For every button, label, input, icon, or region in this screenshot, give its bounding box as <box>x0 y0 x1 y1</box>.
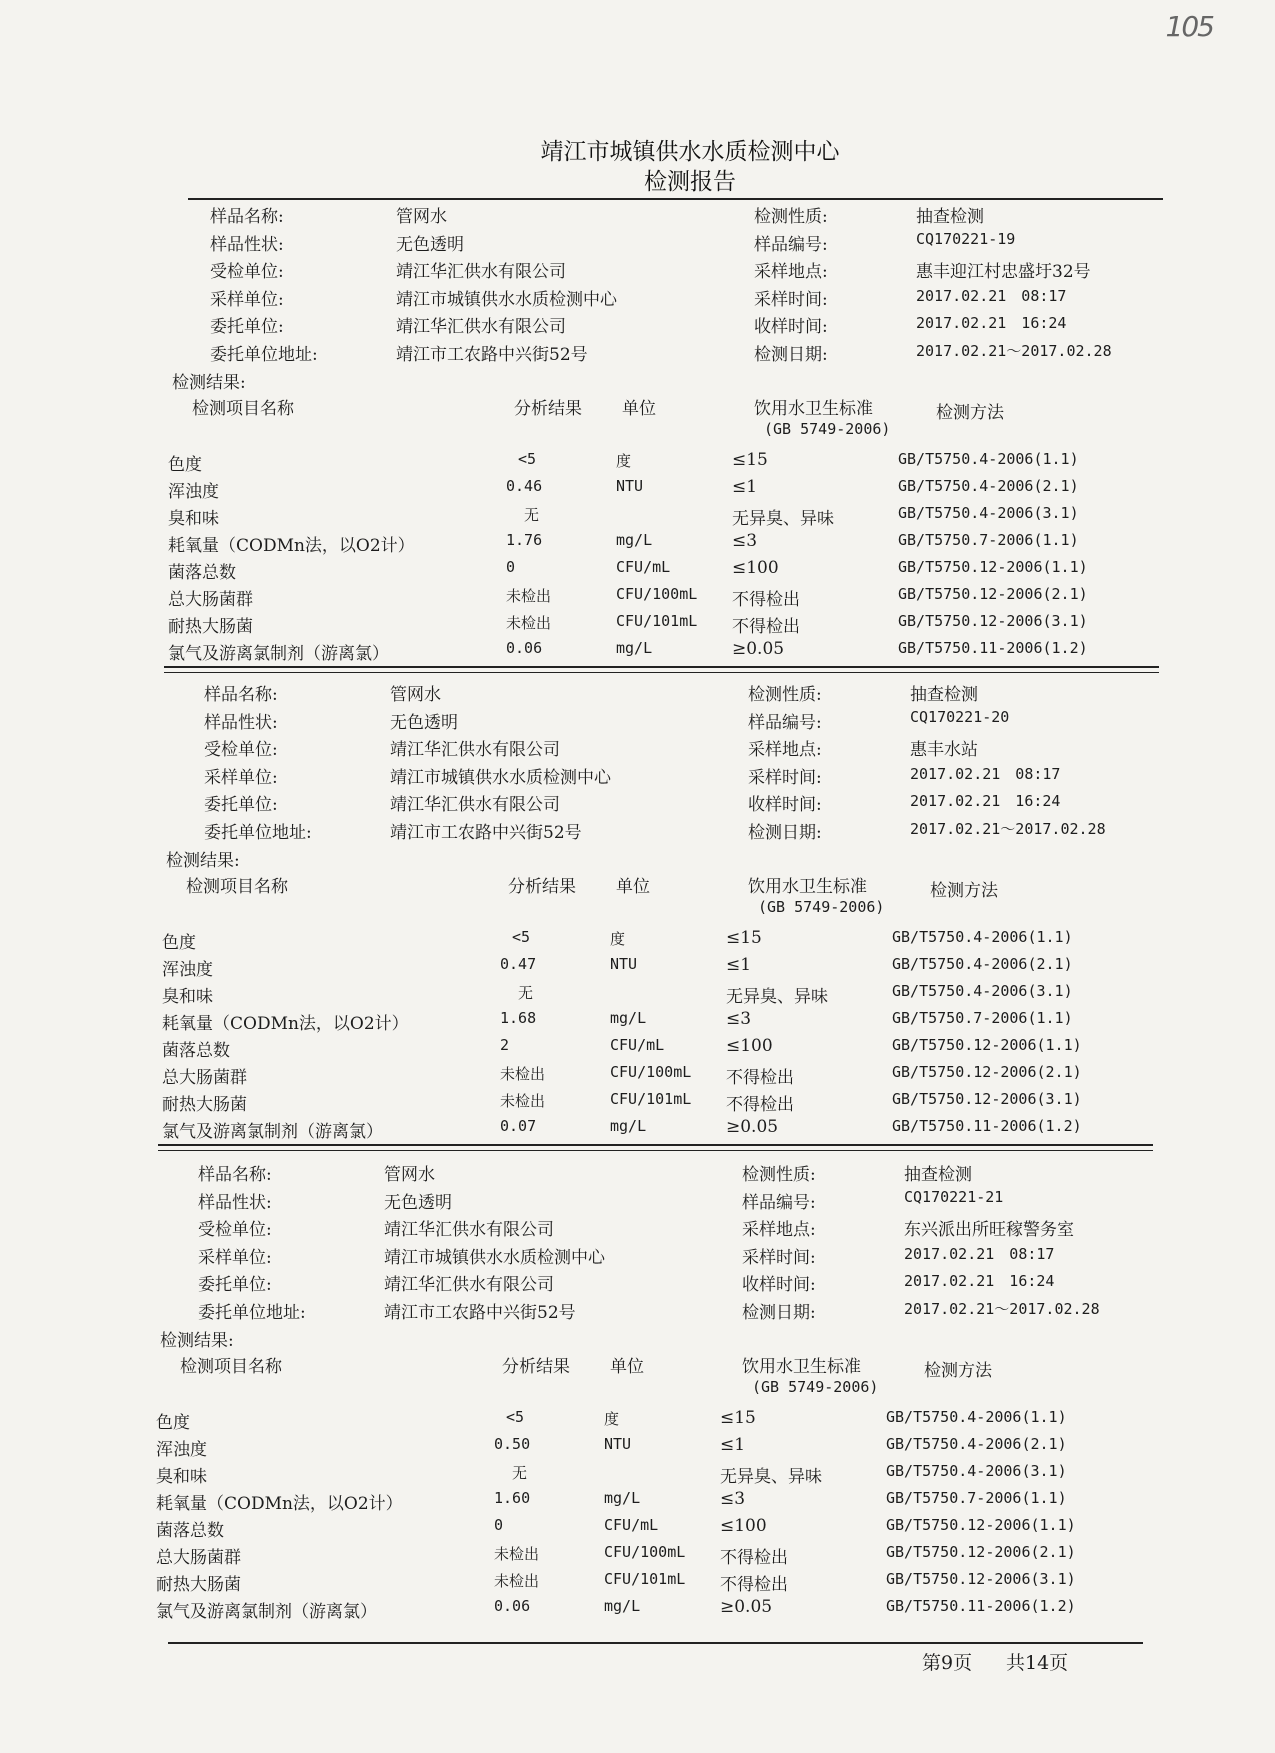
result-row <box>162 1036 1082 1061</box>
result-row <box>168 585 1088 610</box>
result-result: 0.47 <box>500 955 537 973</box>
meta-value: 靖江华汇供水有限公司 <box>396 317 566 337</box>
result-item: 浑浊度 <box>168 482 219 502</box>
meta-value: 管网水 <box>384 1165 435 1185</box>
result-item: 浑浊度 <box>162 960 213 980</box>
meta-value: 靖江华汇供水有限公司 <box>396 262 566 282</box>
col-header-standard: 饮用水卫生标准 <box>748 877 867 897</box>
result-row <box>156 1435 1067 1460</box>
result-standard: ≤1 <box>726 955 752 975</box>
meta-value: 惠丰水站 <box>910 740 978 760</box>
sample-meta-row <box>176 1215 1076 1239</box>
sample-meta-row <box>182 818 1106 843</box>
result-standard: 不得检出 <box>720 1575 788 1595</box>
result-unit: CFU/100mL <box>610 1063 692 1081</box>
meta-value: 抽查检测 <box>916 207 984 227</box>
result-result: 未检出 <box>494 1572 540 1590</box>
col-header-item: 检测项目名称 <box>192 399 294 419</box>
meta-label: 样品性状: <box>210 234 284 255</box>
meta-label: 采样时间: <box>748 767 822 788</box>
result-unit: NTU <box>616 477 644 495</box>
result-item: 耗氧量（CODMn法，以O2计） <box>156 1494 403 1514</box>
result-standard: 不得检出 <box>726 1068 794 1088</box>
result-result: 未检出 <box>506 587 552 605</box>
result-item: 色度 <box>168 455 202 475</box>
result-row <box>168 477 1079 502</box>
sample-meta-row <box>176 1298 1100 1323</box>
col-header-unit: 单位 <box>616 877 650 897</box>
results-header-row <box>160 1352 1060 1381</box>
result-unit: mg/L <box>604 1489 641 1507</box>
result-unit: CFU/100mL <box>616 585 698 603</box>
footer-rule <box>168 1642 1143 1644</box>
result-row <box>168 531 1079 556</box>
meta-value: 惠丰迎江村忠盛圩32号 <box>916 262 1091 282</box>
result-result: 1.68 <box>500 1009 537 1027</box>
result-method: GB/T5750.4-2006(3.1) <box>886 1462 1067 1480</box>
result-method: GB/T5750.7-2006(1.1) <box>892 1009 1073 1027</box>
meta-label: 收样时间: <box>742 1275 816 1295</box>
result-unit: 度 <box>610 930 626 948</box>
result-row <box>156 1489 1067 1514</box>
result-item: 菌落总数 <box>168 563 236 583</box>
sample-meta-row <box>188 312 1088 336</box>
result-method: GB/T5750.12-2006(1.1) <box>892 1036 1082 1054</box>
meta-value: 2017.02.21～2017.02.28 <box>916 341 1112 360</box>
result-method: GB/T5750.7-2006(1.1) <box>898 531 1079 549</box>
sample-meta-row <box>188 257 1091 282</box>
result-method: GB/T5750.7-2006(1.1) <box>886 1489 1067 1507</box>
meta-label: 检测日期: <box>748 822 822 843</box>
result-result: 无 <box>512 1464 528 1482</box>
page-current: 第9页 <box>922 1652 973 1674</box>
results-heading <box>172 368 1072 392</box>
result-row <box>156 1597 1076 1622</box>
section-bottom-rule-thin <box>164 672 1159 673</box>
result-item: 色度 <box>156 1413 190 1433</box>
meta-value: 靖江华汇供水有限公司 <box>384 1220 554 1240</box>
meta-value: 2017.02.21 16:24 <box>904 1272 1055 1290</box>
result-method: GB/T5750.4-2006(2.1) <box>892 955 1073 973</box>
result-method: GB/T5750.4-2006(3.1) <box>898 504 1079 522</box>
meta-label: 委托单位: <box>204 795 278 815</box>
result-standard: ≤3 <box>726 1009 752 1029</box>
meta-value: 靖江华汇供水有限公司 <box>390 740 560 760</box>
meta-value: CQ170221-19 <box>916 229 1016 248</box>
meta-label: 样品名称: <box>204 685 278 705</box>
result-row <box>162 928 1073 953</box>
result-row <box>156 1570 1076 1595</box>
sample-meta-row <box>182 790 1082 814</box>
sample-meta-row <box>176 1160 1076 1184</box>
meta-value: 管网水 <box>396 207 447 227</box>
meta-label: 采样单位: <box>204 767 278 788</box>
result-unit: NTU <box>610 955 638 973</box>
result-method: GB/T5750.4-2006(2.1) <box>886 1435 1067 1453</box>
result-method: GB/T5750.4-2006(1.1) <box>886 1408 1067 1426</box>
result-unit: NTU <box>604 1435 632 1453</box>
results-header-row <box>166 872 1066 901</box>
col-header-method: 检测方法 <box>936 403 1004 423</box>
meta-label: 受检单位: <box>210 262 284 282</box>
meta-label: 检测日期: <box>754 344 828 365</box>
result-row <box>168 450 1079 475</box>
meta-label: 采样地点: <box>742 1220 816 1240</box>
section-bottom-rule-thin <box>158 1150 1153 1151</box>
result-method: GB/T5750.12-2006(3.1) <box>886 1570 1076 1588</box>
meta-value: 2017.02.21～2017.02.28 <box>904 1299 1100 1318</box>
meta-label: 检测性质: <box>742 1165 816 1185</box>
col-header-method: 检测方法 <box>924 1361 992 1381</box>
sample-meta-row <box>182 680 1082 704</box>
sample-meta-row <box>188 285 1088 309</box>
col-header-item: 检测项目名称 <box>180 1357 282 1377</box>
meta-label: 受检单位: <box>204 740 278 760</box>
result-result: 未检出 <box>500 1092 546 1110</box>
result-item: 臭和味 <box>156 1467 207 1487</box>
meta-label: 收样时间: <box>748 795 822 815</box>
meta-label: 样品性状: <box>204 712 278 733</box>
meta-label: 样品编号: <box>748 712 822 733</box>
result-standard: 不得检出 <box>726 1095 794 1115</box>
result-item: 总大肠菌群 <box>162 1068 247 1088</box>
result-standard: ≥0.05 <box>726 1117 779 1137</box>
result-result: 未检出 <box>494 1545 540 1563</box>
result-method: GB/T5750.12-2006(1.1) <box>898 558 1088 576</box>
result-unit: CFU/101mL <box>616 612 698 630</box>
result-standard: ≤100 <box>726 1036 773 1056</box>
report-title: 靖江市城镇供水水质检测中心 <box>540 139 840 165</box>
result-item: 菌落总数 <box>156 1521 224 1541</box>
result-standard: 不得检出 <box>732 590 800 610</box>
meta-value: 无色透明 <box>384 1192 452 1213</box>
meta-value: 2017.02.21 08:17 <box>910 764 1061 783</box>
meta-value: 靖江华汇供水有限公司 <box>384 1275 554 1295</box>
meta-value: 2017.02.21 16:24 <box>910 792 1061 810</box>
result-standard: ≤3 <box>720 1489 746 1509</box>
result-standard: 不得检出 <box>720 1548 788 1568</box>
result-result: <5 <box>518 450 537 468</box>
col-header-unit: 单位 <box>610 1357 644 1377</box>
result-result: 0.06 <box>506 639 543 657</box>
result-row <box>162 955 1073 980</box>
result-row <box>162 1117 1082 1142</box>
col-header-standard-code: (GB 5749-2006) <box>752 1378 879 1396</box>
col-header-standard: 饮用水卫生标准 <box>754 399 873 419</box>
meta-value: 靖江市城镇供水水质检测中心 <box>396 289 617 310</box>
meta-value: 靖江市城镇供水水质检测中心 <box>390 767 611 788</box>
col-header-standard: 饮用水卫生标准 <box>742 1357 861 1377</box>
meta-value: 东兴派出所旺稼警务室 <box>904 1220 1074 1240</box>
result-method: GB/T5750.12-2006(3.1) <box>892 1090 1082 1108</box>
result-item: 色度 <box>162 933 196 953</box>
sample-meta-row <box>188 340 1112 365</box>
meta-value: CQ170221-21 <box>904 1187 1004 1206</box>
result-item: 菌落总数 <box>162 1041 230 1061</box>
result-method: GB/T5750.4-2006(1.1) <box>898 450 1079 468</box>
sample-meta-row <box>176 1188 1076 1212</box>
result-item: 浑浊度 <box>156 1440 207 1460</box>
meta-label: 样品名称: <box>210 207 284 227</box>
col-header-result: 分析结果 <box>508 877 576 897</box>
result-row <box>162 1009 1073 1034</box>
result-result: 0 <box>494 1516 504 1534</box>
meta-label: 样品名称: <box>198 1165 272 1185</box>
result-standard: ≤1 <box>720 1435 746 1455</box>
result-result: 无 <box>518 984 534 1002</box>
result-method: GB/T5750.11-2006(1.2) <box>898 639 1088 657</box>
result-unit: CFU/mL <box>610 1036 665 1054</box>
meta-value: 抽查检测 <box>910 685 978 705</box>
meta-label: 检测性质: <box>754 207 828 227</box>
result-method: GB/T5750.4-2006(2.1) <box>898 477 1079 495</box>
meta-label: 受检单位: <box>198 1220 272 1240</box>
result-unit: CFU/mL <box>604 1516 659 1534</box>
result-standard: 无异臭、异味 <box>732 509 834 529</box>
sample-meta-row <box>182 763 1082 787</box>
result-row <box>168 612 1088 637</box>
meta-label: 委托单位: <box>198 1275 272 1295</box>
result-standard: ≤1 <box>732 477 758 497</box>
result-row <box>168 558 1088 583</box>
result-standard: 无异臭、异味 <box>720 1467 822 1487</box>
sample-meta-row <box>182 708 1082 732</box>
result-unit: mg/L <box>616 531 653 549</box>
result-row <box>162 1063 1082 1088</box>
sample-meta-row <box>188 230 1088 254</box>
result-row <box>156 1516 1076 1541</box>
result-result: <5 <box>506 1408 525 1426</box>
sample-meta-row <box>176 1243 1076 1267</box>
result-unit: mg/L <box>610 1009 647 1027</box>
result-unit: mg/L <box>616 639 653 657</box>
meta-value: 抽查检测 <box>904 1165 972 1185</box>
meta-label: 委托单位地址: <box>204 822 312 843</box>
result-result: 1.76 <box>506 531 543 549</box>
results-label: 检测结果: <box>160 1331 234 1351</box>
col-header-method: 检测方法 <box>930 881 998 901</box>
col-header-item: 检测项目名称 <box>186 877 288 897</box>
result-row <box>156 1543 1076 1568</box>
result-standard: ≤100 <box>720 1516 767 1536</box>
meta-value: 靖江华汇供水有限公司 <box>390 795 560 815</box>
col-header-result: 分析结果 <box>514 399 582 419</box>
meta-label: 采样单位: <box>210 289 284 310</box>
meta-value: 2017.02.21～2017.02.28 <box>910 819 1106 838</box>
result-result: 0.06 <box>494 1597 531 1615</box>
results-header-row-2 <box>166 898 1066 922</box>
result-row <box>162 982 1073 1007</box>
results-label: 检测结果: <box>166 851 240 871</box>
result-row <box>168 504 1079 529</box>
result-result: 0.46 <box>506 477 543 495</box>
result-method: GB/T5750.4-2006(3.1) <box>892 982 1073 1000</box>
meta-value: 靖江市城镇供水水质检测中心 <box>384 1247 605 1268</box>
meta-label: 采样时间: <box>754 289 828 310</box>
result-standard: ≤100 <box>732 558 779 578</box>
results-heading <box>160 1326 1060 1350</box>
result-row <box>162 1090 1082 1115</box>
meta-value: 2017.02.21 08:17 <box>916 286 1067 305</box>
col-header-standard-code: (GB 5749-2006) <box>764 420 891 438</box>
result-result: 0 <box>506 558 516 576</box>
meta-value: 2017.02.21 08:17 <box>904 1244 1055 1263</box>
meta-label: 样品编号: <box>742 1192 816 1213</box>
meta-label: 样品性状: <box>198 1192 272 1213</box>
result-method: GB/T5750.12-2006(1.1) <box>886 1516 1076 1534</box>
result-standard: ≤3 <box>732 531 758 551</box>
section-bottom-rule <box>164 666 1159 668</box>
result-item: 耐热大肠菌 <box>168 617 253 637</box>
result-row <box>156 1408 1067 1433</box>
sample-meta-row <box>176 1270 1076 1294</box>
meta-label: 样品编号: <box>754 234 828 255</box>
result-unit: CFU/101mL <box>604 1570 686 1588</box>
result-row <box>168 639 1088 664</box>
result-unit: 度 <box>616 452 632 470</box>
result-method: GB/T5750.12-2006(2.1) <box>886 1543 1076 1561</box>
sample-meta-row <box>182 735 1082 759</box>
result-result: 2 <box>500 1036 510 1054</box>
meta-label: 检测性质: <box>748 685 822 705</box>
result-row <box>156 1462 1067 1487</box>
result-method: GB/T5750.12-2006(2.1) <box>892 1063 1082 1081</box>
sample-meta-row <box>188 202 1088 226</box>
meta-label: 委托单位地址: <box>198 1302 306 1323</box>
result-result: 1.60 <box>494 1489 531 1507</box>
result-item: 耐热大肠菌 <box>156 1575 241 1595</box>
result-result: <5 <box>512 928 531 946</box>
result-standard: ≤15 <box>720 1408 756 1428</box>
meta-value: 靖江市工农路中兴街52号 <box>384 1302 576 1323</box>
meta-value: 靖江市工农路中兴街52号 <box>396 344 588 365</box>
result-result: 无 <box>524 506 540 524</box>
result-unit: mg/L <box>604 1597 641 1615</box>
result-standard: ≥0.05 <box>732 639 785 659</box>
result-standard: 无异臭、异味 <box>726 987 828 1007</box>
section-bottom-rule <box>158 1144 1153 1146</box>
col-header-result: 分析结果 <box>502 1357 570 1377</box>
results-header-row-2 <box>172 420 1072 444</box>
result-item: 氯气及游离氯制剂（游离氯） <box>168 644 389 664</box>
result-unit: CFU/mL <box>616 558 671 576</box>
result-item: 耐热大肠菌 <box>162 1095 247 1115</box>
result-standard: ≤15 <box>732 450 768 470</box>
meta-label: 收样时间: <box>754 317 828 337</box>
col-header-standard-code: (GB 5749-2006) <box>758 898 885 916</box>
result-result: 未检出 <box>506 614 552 632</box>
result-item: 臭和味 <box>162 987 213 1007</box>
meta-label: 采样时间: <box>742 1247 816 1268</box>
results-label: 检测结果: <box>172 373 246 393</box>
result-unit: CFU/101mL <box>610 1090 692 1108</box>
results-header-row-2 <box>160 1378 1060 1402</box>
meta-label: 采样地点: <box>754 262 828 282</box>
page-total: 共14页 <box>1006 1652 1069 1674</box>
col-header-unit: 单位 <box>622 399 656 419</box>
meta-value: 2017.02.21 16:24 <box>916 314 1067 332</box>
meta-value: 靖江市工农路中兴街52号 <box>390 822 582 843</box>
result-item: 氯气及游离氯制剂（游离氯） <box>156 1602 377 1622</box>
result-method: GB/T5750.4-2006(1.1) <box>892 928 1073 946</box>
meta-label: 采样单位: <box>198 1247 272 1268</box>
result-result: 未检出 <box>500 1065 546 1083</box>
result-unit: 度 <box>604 1410 620 1428</box>
meta-value: CQ170221-20 <box>910 707 1010 726</box>
result-unit: mg/L <box>610 1117 647 1135</box>
result-result: 0.07 <box>500 1117 537 1135</box>
meta-value: 无色透明 <box>396 234 464 255</box>
result-method: GB/T5750.11-2006(1.2) <box>886 1597 1076 1615</box>
meta-label: 委托单位地址: <box>210 344 318 365</box>
result-method: GB/T5750.12-2006(3.1) <box>898 612 1088 630</box>
handwritten-page-mark: 105 <box>1165 10 1213 43</box>
result-item: 总大肠菌群 <box>156 1548 241 1568</box>
result-item: 耗氧量（CODMn法，以O2计） <box>168 536 415 556</box>
meta-label: 委托单位: <box>210 317 284 337</box>
result-unit: CFU/100mL <box>604 1543 686 1561</box>
result-standard: 不得检出 <box>732 617 800 637</box>
result-method: GB/T5750.11-2006(1.2) <box>892 1117 1082 1135</box>
meta-label: 采样地点: <box>748 740 822 760</box>
meta-value: 管网水 <box>390 685 441 705</box>
result-standard: ≤15 <box>726 928 762 948</box>
section-top-rule <box>188 198 1163 200</box>
result-result: 0.50 <box>494 1435 531 1453</box>
result-standard: ≥0.05 <box>720 1597 773 1617</box>
meta-label: 检测日期: <box>742 1302 816 1323</box>
results-header-row <box>172 394 1072 423</box>
result-item: 氯气及游离氯制剂（游离氯） <box>162 1122 383 1142</box>
result-item: 总大肠菌群 <box>168 590 253 610</box>
result-item: 耗氧量（CODMn法，以O2计） <box>162 1014 409 1034</box>
meta-value: 无色透明 <box>390 712 458 733</box>
result-method: GB/T5750.12-2006(2.1) <box>898 585 1088 603</box>
results-heading <box>166 846 1066 870</box>
result-item: 臭和味 <box>168 509 219 529</box>
report-subtitle: 检测报告 <box>644 169 736 195</box>
